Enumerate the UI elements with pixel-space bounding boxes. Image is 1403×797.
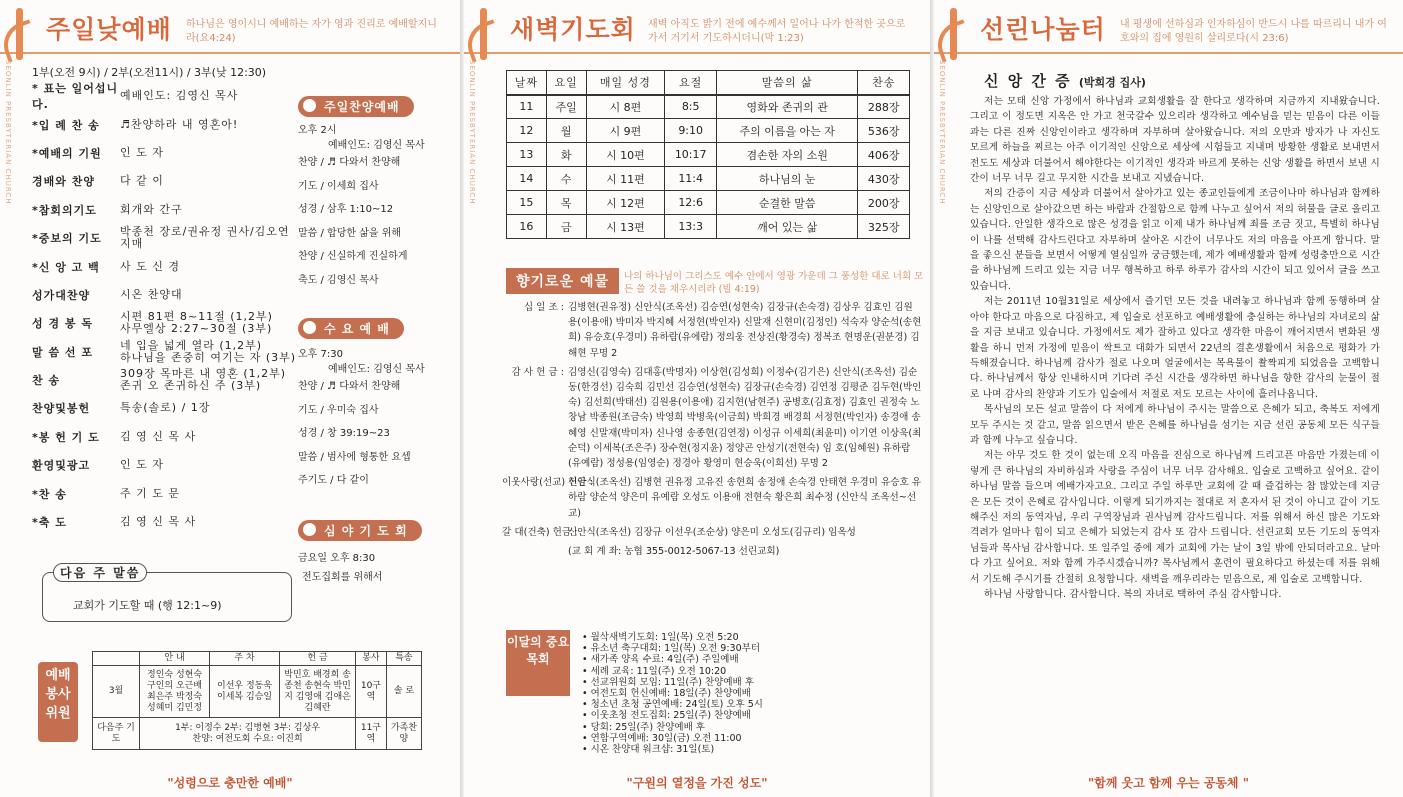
volunteer-table (92, 651, 422, 750)
order-value-text: 309장 목마른 내 영혼 (1,2부) (120, 367, 287, 381)
month-item: • 시온 찬양대 워크샵: 31일(토) (582, 744, 763, 755)
order-row (32, 309, 297, 337)
service-item: 축도 / 김영신 목사 (298, 274, 379, 286)
service-item: 찬양 / ♬ 다와서 찬양해 (298, 157, 401, 168)
volunteer-header-cell: 주 차 (210, 652, 280, 666)
panel-footer: "함께 웃고 함께 우는 공동체 " (1088, 776, 1249, 790)
order-value-text: 김 영 신 목 사 (120, 515, 197, 529)
panel-header (464, 6, 930, 54)
order-value-text: 인 도 자 (120, 145, 164, 159)
schedule-cell: 12 (507, 119, 547, 143)
order-value-text: 회개와 간구 (120, 202, 183, 216)
next-week-content: 교회가 기도할 때 (행 12:1~9) (73, 599, 222, 612)
next-week-box (42, 566, 292, 622)
service-item: 성경 / 창 39:19~23 (298, 428, 390, 439)
volunteer-next-prayer: 1부: 이정수 2부: 김병현 3부: 김상우 (175, 722, 320, 733)
schedule-cell: 월 (546, 119, 586, 143)
volunteer-next-service: 11구역 (356, 718, 387, 750)
schedule-cell: 11 (507, 95, 547, 119)
service-item: 성경 / 삼후 1:10~12 (298, 204, 394, 215)
volunteer-header-cell: 봉사 (356, 652, 387, 666)
praise-badge: 주일찬양예배 (298, 96, 414, 117)
side-text: SEONLIN PRESBYTERIAN CHURCH (468, 60, 476, 205)
volunteer-offering: 박민호 배경희 송종천 송현숙 박민지 김영애 김애은 김혜란 (280, 666, 356, 718)
order-value-text: 시편 81편 8~11절 (1,2부) (120, 310, 273, 324)
order-row (32, 82, 297, 110)
order-value (120, 226, 297, 250)
order-row (32, 110, 297, 138)
order-value (120, 261, 297, 273)
schedule-cell: 시 13편 (586, 215, 665, 239)
schedule-cell: 시 8편 (586, 95, 665, 119)
panel-sunday-worship (0, 0, 460, 797)
order-label: 성 경 봉 독 (32, 317, 93, 331)
panel-sharing (934, 0, 1403, 797)
schedule-cell: 금 (546, 215, 586, 239)
schedule-cell: 13 (507, 143, 547, 167)
order-value (120, 431, 297, 443)
schedule-cell: 15 (507, 191, 547, 215)
testimony-paragraph: 하나님 사랑합니다. 감사합니다. 복의 자녀로 택하여 주심 감사합니다. (984, 589, 1282, 600)
volunteer-label: 예배 봉사 위원 (38, 662, 78, 742)
month-item: • 여전도회 헌신예배: 18일(주) 찬양예배 (582, 688, 763, 699)
testimony-heading: 신 앙 간 증 (984, 72, 1072, 90)
volunteer-header-cell: 헌 금 (280, 652, 356, 666)
month-item: • 당회: 25일(주) 찬양예배 후 (582, 722, 763, 733)
testimony-body (970, 94, 1380, 602)
order-label: *봉 헌 기 도 (32, 430, 100, 444)
order-value-text: 김 영 신 목 사 (120, 429, 197, 443)
order-row (32, 338, 297, 366)
schedule-cell: 12:6 (665, 191, 717, 215)
order-value (120, 119, 297, 131)
logo-curve-icon (464, 19, 505, 63)
night-badge: 심 야 기 도 회 (298, 520, 422, 541)
schedule-row (507, 167, 910, 191)
month-item: • 유소년 축구대회: 1일(목) 오전 9:30부터 (582, 643, 763, 654)
schedule-header-cell: 요일 (546, 71, 586, 95)
service-item: 주기도 / 다 같이 (298, 475, 369, 486)
order-value-sub: 하나님을 존중히 여기는 자 (3부) (120, 350, 297, 364)
schedule-header-row (507, 71, 910, 95)
worship-order (32, 82, 297, 536)
dawn-schedule-table (506, 70, 910, 239)
order-row (32, 423, 297, 451)
panel-title: 주일낮예배 (46, 15, 172, 44)
order-row (32, 366, 297, 394)
panel-footer: "구원의 열정을 가진 성도" (626, 776, 768, 790)
schedule-cell: 깨어 있는 삶 (716, 215, 857, 239)
month-item: • 연합구역예배: 30일(금) 오전 11:00 (582, 733, 763, 744)
volunteer-next-cell (140, 718, 356, 750)
offering-kind: 감 사 헌 금 : (511, 366, 564, 378)
schedule-cell: 목 (546, 191, 586, 215)
order-value (120, 516, 297, 528)
order-label: 찬 송 (32, 374, 61, 388)
schedule-cell: 200장 (858, 191, 910, 215)
order-row (32, 139, 297, 167)
service-item: 찬양 / 신실하게 진실하게 (298, 251, 408, 262)
header-verse: 하나님은 영이시니 예배하는 자가 영과 진리로 예배할지니라(요4:24) (186, 19, 437, 44)
offering-names: 김병현(권유정) 신안식(조옥선) 김승연(성현숙) 김장규(손숙경) 김상우 김효인 김원용(이용애) 박미자 박지혜 서정현(박인자) 신말재 신현미(김정인) 석숙자 양순석(송현희) 유승호(우경미) 유하람(유에람) 정의웅 전상진(황경숙) 정복조 현명운(권분경) 김해현 무명 2 (568, 302, 922, 359)
schedule-cell: 주의 이름을 아는 자 (716, 119, 857, 143)
volunteer-next-label: 다음주 기 도 (93, 718, 140, 750)
month-item: • 월삭새벽기도회: 1일(목) 오전 5:20 (582, 632, 763, 643)
logo-curve-icon (934, 19, 975, 63)
side-text: SEONLIN PRESBYTERIAN CHURCH (938, 60, 946, 205)
offering-list (502, 300, 922, 563)
offering-group (502, 300, 922, 361)
service-item: 기도 / 이세희 집사 (298, 180, 379, 192)
order-value (120, 90, 297, 102)
schedule-header-cell: 매일 성경 (586, 71, 665, 95)
schedule-row (507, 119, 910, 143)
order-value-text: 인 도 자 (120, 458, 164, 472)
schedule-cell: 순결한 말씀 (716, 191, 857, 215)
schedule-cell: 13:3 (665, 215, 717, 239)
schedule-header-cell: 찬송 (858, 71, 910, 95)
order-row (32, 508, 297, 536)
volunteer-parking: 이선우 정동욱 이세복 김승일 (210, 666, 280, 718)
order-value (120, 488, 297, 500)
schedule-row (507, 95, 910, 119)
offering-kind (502, 544, 568, 559)
schedule-cell: 11:4 (665, 167, 717, 191)
testimony-paragraph: 저의 간증이 지금 세상과 더불어서 살아가고 있는 종교인들에게 조금이나마 하나님과 함께하는 신앙인으로 살아갔으면 하는 바람과 간절함으로 함께 나누고 싶어서 저의 허물을 글로 올리고 있습니다. 안일한 생각으로 많은 성경을 읽고 이제 내가 하나님께 죄를 조금 짓고, 특별히 하나님이 나를 선택해 감사드린다고 자부하며 살아온 시간이 너무나도 저의 마음을 아프게 합니다. 말을 좋으신 분들을 보면서 어떻게 열심일까 궁금했는데, 제가 예배생활과 함께 성령충만으로 시간을 하나님께 드리고 있는 지금 너무 행복하고 하루 하루가 감사의 시간이 되고 있어서 글을 쓰고 있습니다. (970, 188, 1380, 292)
offering-names: 김영신(김영숙) 김대홍(박명자) 이상현(김성희) 이정수(김기은) 신안식(조옥선) 김순동(한경선) 김숙희 김민선 김승연(성현숙) 김장규(손숙경) 김연정 김평준 김두현(박인숙) 김선희(박태선) 김원용(이용애) 김지현(남현주) 공병호(김효정) 김효인 권정숙 노창남 박종원(조금숙) 박영희 박병욱(이금희) 박희경 배경희 서정현(박인자) 송경애 송혜영 신말재(박미자) 신나영 송종현(김연정) 이성규 이세희(최윤미) 이기연 이상욱(최순덕) 이세복(조은주) 장수현(정지윤) 정양곤 안성기(전현숙) 임 호(임혜원) 유하람(유예람) 정성용(임영순) 정경아 황영미 현승욱(이희선) 무명 2 (568, 366, 922, 470)
order-row (32, 196, 297, 224)
order-value-text: 특송(솔로) / 1장 (120, 401, 211, 415)
order-value (120, 459, 297, 471)
praise-service (298, 96, 458, 292)
schedule-cell: 화 (546, 143, 586, 167)
month-list (582, 632, 763, 755)
night-desc: 전도집회를 위해서 (302, 572, 383, 583)
panel-footer: "성령으로 충만한 예배" (167, 776, 293, 790)
order-label: 말 씀 선 포 (32, 345, 93, 359)
volunteer-guide: 정인숙 성현숙 구인의 오근배 최은주 박정숙 성혜미 김민정 (140, 666, 210, 718)
offering-kind: 십 일 조 : (523, 302, 564, 313)
volunteer-special: 솔 로 (386, 666, 421, 718)
order-value (120, 175, 297, 187)
volunteer-month: 3월 (93, 666, 140, 718)
wednesday-time: 오후 7:30 (298, 349, 343, 360)
panel-title: 새벽기도회 (510, 15, 636, 44)
order-value-text: ♬찬양하라 내 영혼아! (120, 117, 239, 131)
month-title: 이달의 중요 목회 (506, 630, 570, 696)
service-times: 1부(오전 9시) / 2부(오전11시) / 3부(낮 12:30) (32, 66, 267, 79)
volunteer-header-cell: 안 내 (140, 652, 210, 666)
schedule-row (507, 191, 910, 215)
order-label: 경배와 찬양 (32, 175, 95, 189)
praise-items (298, 151, 458, 292)
order-value-text: 네 입을 넓게 열라 (1,2부) (120, 338, 263, 352)
order-row (32, 479, 297, 507)
schedule-cell: 10:17 (665, 143, 717, 167)
schedule-cell: 시 11편 (586, 167, 665, 191)
order-label: 찬양및봉헌 (32, 402, 91, 416)
wednesday-service (298, 318, 458, 493)
order-value-text: 다 같 이 (120, 174, 164, 188)
volunteer-next-special: 가족찬양 (386, 718, 421, 750)
schedule-header-cell: 말씀의 삶 (716, 71, 857, 95)
wednesday-items (298, 375, 458, 493)
order-label: 성가대찬양 (32, 288, 91, 302)
logo-curve-icon (0, 19, 41, 63)
order-value-text: 박종천 장로/권유정 권사/김오연 지매 (120, 225, 290, 251)
order-value (120, 368, 297, 392)
order-value (120, 402, 297, 414)
schedule-cell: 겸손한 자의 소원 (716, 143, 857, 167)
wednesday-badge: 수 요 예 배 (298, 318, 404, 339)
offering-header (506, 268, 619, 294)
praise-time: 오후 2시 (298, 125, 337, 136)
offering-names: 신안식(조옥선) 김장규 이선우(조순상) 양은미 오성도(김규리) 임옥성 (568, 526, 856, 538)
order-value-text: 예배인도: 김영신 목사 (120, 89, 239, 103)
offering-group (502, 544, 922, 559)
volunteer-service: 10구역 (356, 666, 387, 718)
offering-names: (교 회 계 좌: 농협 355-0012-5067-13 선린교회) (568, 546, 780, 558)
volunteer-next-row (93, 718, 422, 750)
panel-header (934, 6, 1403, 54)
testimony-paragraph: 저는 2011년 10월31일로 세상에서 즐기던 모든 것을 내려놓고 하나님과 함께 동행하며 살아야 한다고 마음으로 다짐하고, 제 입술로 선포하고 예배생활에 충실하는 하나님의 자녀로의 삶을 지금 보내고 있습니다. 가정에서도 제가 잘하고 있다고 생각한 마음이 깨어지면서 변화된 생활을 하니 먼저 가정에 믿음이 싹트고 대화가 되면서 22년의 결혼생활에서 처음으로 평화가 가득해졌습니다. 하나님께 감사가 절로 나오며 얼굴에서는 목욕물이 촬짝피게 되었음을 고백합니다. 하나님께서 항상 인내하시며 기다려 주신 시간을 생각하면 하나님을 향한 감사의 눈물이 절로 나며 감사의 찬양과 기도가 입술에서 저절로 저도 모르는 사이에 흘러나옵니다. (970, 296, 1380, 400)
order-label: *중보의 기도 (32, 232, 102, 246)
praise-leader: 예배인도: 김영신 목사 (328, 140, 425, 151)
schedule-row (507, 215, 910, 239)
order-value (120, 311, 297, 335)
panel-header (0, 6, 460, 54)
volunteer-header-cell: 특송 (386, 652, 421, 666)
month-item: • 새가족 양육 수료: 4일(주) 주일예배 (582, 654, 763, 665)
order-label: *신 앙 고 백 (32, 260, 100, 274)
next-week-title: 다음 주 말씀 (53, 563, 147, 582)
offering-verse: 나의 하나님이 그리스도 예수 안에서 영광 가운데 그 풍성한 대로 너희 모든 쓸 것을 채우시리라 (빌 4:19) (624, 271, 924, 295)
order-row (32, 224, 297, 252)
offering-group (502, 365, 922, 471)
order-label: *축 도 (32, 516, 67, 530)
schedule-header-cell: 요절 (665, 71, 717, 95)
wednesday-leader: 예배인도: 김영신 목사 (328, 364, 425, 375)
order-label: *참회의기도 (32, 203, 97, 217)
order-label: * 표는 일어섭니다. (32, 82, 119, 112)
schedule-cell: 8:5 (665, 95, 717, 119)
order-value (120, 289, 297, 301)
order-value-text: 시온 찬양대 (120, 287, 183, 301)
schedule-cell: 9:10 (665, 119, 717, 143)
month-item: • 세례 교육: 11일(주) 오전 10:20 (582, 666, 763, 677)
order-label: *입 례 찬 송 (32, 118, 100, 132)
panel-title: 선린나눔터 (980, 15, 1106, 44)
order-row (32, 451, 297, 479)
order-value-sub: 존귀 오 존귀하신 주 (3부) (120, 379, 262, 393)
service-item: 찬양 / ♬ 다와서 찬양해 (298, 381, 401, 392)
schedule-header-cell: 날짜 (507, 71, 547, 95)
order-row (32, 281, 297, 309)
volunteer-next-praise: 찬양: 여전도회 수요: 이진희 (192, 733, 303, 744)
month-item: • 선교위원회 모임: 11일(주) 찬양예배 후 (582, 677, 763, 688)
service-item: 말씀 / 합당한 삶을 위해 (298, 227, 402, 239)
order-row (32, 167, 297, 195)
order-row (32, 252, 297, 280)
testimony-title (984, 70, 1146, 91)
order-value-text: 사 도 신 경 (120, 259, 180, 273)
testimony-paragraph: 목사님의 모든 설교 말씀이 다 저에게 하나님이 주시는 말씀으로 은혜가 되고, 축복도 저에게 모두 주시는 것 같고, 말씀 읽으면서 받은 은혜를 하나님을 섬기는 지금 선린 공동체 모든 식구들과 함께 나누고 싶습니다. (970, 404, 1380, 446)
order-value-sub: 사무엘상 2:27~30절 (3부) (120, 322, 273, 336)
service-item: 말씀 / 범사에 형통한 요셉 (298, 451, 411, 463)
schedule-cell: 영화와 존귀의 관 (716, 95, 857, 119)
schedule-cell: 주일 (546, 95, 586, 119)
testimony-paragraph: 저는 아무 것도 한 것이 없는데 오직 마음을 진심으로 하나님께 드리고픈 마음만 가졌는데 이렇게 큰 하나님의 자비하심과 사랑을 주심이 너무 너무 감사해요. 입술로 고백하고 싶어요. 같이 하나님 말씀 들으며 예배가자고요. 그리고 주일 하루만 교회에 갈 때 즐겁하는 참 많았는데 지금은 모든 것이 은혜로 감사입니다. 이렇게 되기까지는 절대로 저 혼자서 된 것이 아니고 같이 기도해주신 저의 동역자님, 우리 구역장님과 권사님께 감사드립니다. 저를 위해서 하신 많은 기도와 격려가 얼마나 힘이 되고 은혜가 되었는지 감사 또 감사 드립니다. 선린교회 모든 기도의 동역자님들과 목사님 감사합니다. 또 일주일 중에 제가 교회에 가는 날이 3일 밖에 안되더라고요. 날마다 가고 싶어요. 저와 함께 가주시겠습니까? 목사님께서 훈련이 필요하다고 하셨는데 저를 위해서 기도해 주시기를 간절히 요청합니다. 새벽을 깨우리라는 믿음으로, 제 입술로 고백합니다. (970, 450, 1380, 585)
schedule-cell: 시 9편 (586, 119, 665, 143)
header-verse: 새벽 아직도 밝기 전에 예수께서 일어나 나가 한적한 곳으로 가서 거기서 기도하시더니(막 1:23) (648, 19, 906, 44)
schedule-cell: 시 12편 (586, 191, 665, 215)
testimony-author: (박희경 집사) (1078, 76, 1146, 89)
night-time: 금요일 오후 8:30 (298, 553, 376, 564)
offering-group (502, 525, 922, 540)
offering-group (502, 475, 922, 521)
month-item: • 청소년 초청 공연예배: 24일(토) 오후 5시 (582, 699, 763, 710)
order-value (120, 204, 297, 216)
month-item: • 이웃초청 전도집회: 25일(주) 찬양예배 (582, 710, 763, 721)
schedule-cell: 430장 (858, 167, 910, 191)
offering-kind: 갈 대(건축) 헌금 : (502, 526, 578, 538)
schedule-cell: 16 (507, 215, 547, 239)
order-row (32, 394, 297, 422)
order-value (120, 147, 297, 159)
testimony-paragraph: 저는 모태 신앙 가정에서 하나님과 교회생활을 잘 한다고 생각하며 지금까지 지내왔습니다. 그리고 이 정도면 지옥은 안 가고 천국갈수 있으리라 생각하고 예수님을 믿는 믿음이 다른 이들과는 다른 진짜 신앙인이라고 생각하며 자부하며 살아왔습니다. 저의 오만과 방자가 나 자신도 모르게 하늘을 찌르는 아주 이기적인 신앙으로 세상에 시험들고 지내며 방황한 생활로 보내면서 전도도 세상과 더불어서 해야한다는 이기적인 생각과 바르게 못하는 신앙 생활을 하면서 보낸 시간이 너무 너무 길고 무지한 시간을 보내고 지냈습니다. (970, 96, 1380, 185)
schedule-cell: 325장 (858, 215, 910, 239)
schedule-cell: 406장 (858, 143, 910, 167)
schedule-body (507, 95, 910, 239)
side-text: SEONLIN PRESBYTERIAN CHURCH (4, 60, 12, 205)
schedule-cell: 14 (507, 167, 547, 191)
volunteer-row (93, 666, 422, 718)
volunteer-header-row (93, 652, 422, 666)
offering-kind: 이웃사랑(선교) 헌금 : (502, 477, 593, 489)
night-prayer (298, 520, 458, 583)
offering-names: 신안식(조옥선) 김병현 권유정 고유진 송현희 송정애 손숙경 안태현 우경미 유승호 유하람 양순석 양은미 유예람 오성도 이용애 전현숙 황은희 최수정 (신안식 조옥선~선교) (568, 477, 922, 519)
order-label: 환영및광고 (32, 459, 91, 473)
order-value-text: 주 기 도 문 (120, 486, 180, 500)
header-verse: 내 평생에 선하심과 인자하심이 반드시 나를 따르리니 내가 여호와의 집에 영원히 살리로다(시 23:6) (1120, 19, 1387, 44)
schedule-cell: 288장 (858, 95, 910, 119)
order-label: *찬 송 (32, 487, 67, 501)
schedule-cell: 하나님의 눈 (716, 167, 857, 191)
service-item: 기도 / 우미숙 집사 (298, 404, 379, 416)
order-label: *예배의 기원 (32, 146, 102, 160)
order-value (120, 340, 297, 364)
schedule-cell: 수 (546, 167, 586, 191)
schedule-row (507, 143, 910, 167)
schedule-cell: 시 10편 (586, 143, 665, 167)
schedule-cell: 536장 (858, 119, 910, 143)
panel-dawn-prayer (464, 0, 930, 797)
offering-title: 향기로운 예물 (506, 268, 619, 294)
